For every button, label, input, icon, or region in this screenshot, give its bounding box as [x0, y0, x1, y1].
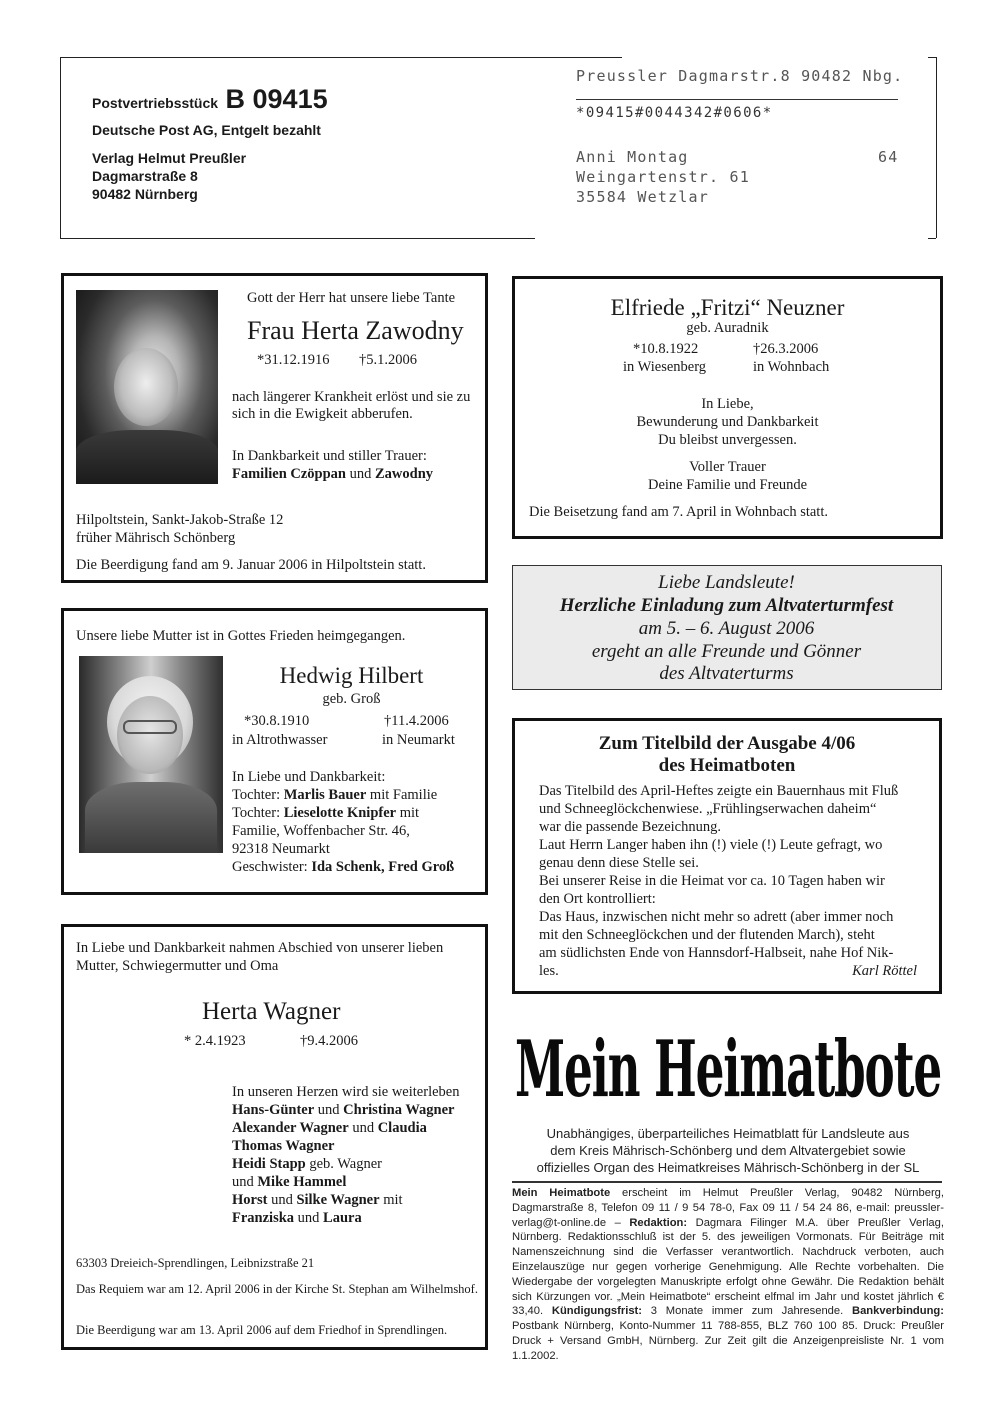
hilbert-daughter-1-label: Tochter: — [232, 787, 281, 803]
hilbert-died-place: in Neumarkt — [382, 732, 455, 748]
wagner-f5b: Mike Hammel — [257, 1174, 347, 1190]
neuzner-love-1: In Liebe, — [701, 396, 754, 412]
hilbert-daughter-2-line-2: Familie, Woffenbacher Str. 46, — [232, 823, 410, 839]
hilbert-daughter-2-rest: mit — [399, 805, 420, 821]
header-frame-br — [928, 238, 936, 239]
wagner-f4b: geb. Wagner — [309, 1156, 383, 1172]
neuzner-love-2: Bewunderung und Dankbarkeit — [636, 414, 819, 430]
obituary-hilbert — [61, 608, 488, 895]
impressum-text-4: Postbank Nürnberg, Konto-Nummer 11 788-855, BLZ 760 100 85. Druck: Preußler Druck + Versand GmbH, Nürnberg. Zur Zeit gilt die Anzeigenpreisliste Nr. 1 vom 1.1.2002. — [512, 1320, 944, 1362]
portrait-photo-hilbert — [79, 656, 223, 853]
zawodny-text: nach längerer Krankheit erlöst und sie zu sich in die Ewigkeit abberufen. — [232, 389, 471, 422]
wagner-f4a: Heidi Stapp — [232, 1156, 306, 1172]
hilbert-born: *30.8.1910 — [244, 713, 310, 729]
wagner-f2c: Claudia — [377, 1120, 427, 1136]
wagner-intro: In Liebe und Dankbarkeit nahmen Abschied von unserer lieben Mutter, Schwiegermutter und Oma — [76, 940, 444, 974]
hilbert-died: †11.4.2006 — [384, 713, 449, 729]
header-frame-top — [60, 57, 622, 58]
hilbert-daughter-1 — [232, 787, 437, 804]
barcode-line: *09415#0044342#0606* — [576, 105, 773, 121]
wagner-family-5 — [232, 1174, 346, 1191]
wagner-f7b: und — [297, 1210, 320, 1226]
portrait-face — [117, 696, 183, 774]
wagner-burial: Die Beerdigung war am 13. April 2006 auf dem Friedhof in Sprendlingen. — [76, 1323, 448, 1337]
titelbild-author: Karl Röttel — [852, 963, 917, 979]
zawodny-mourn: In Dankbarkeit und stiller Trauer: — [232, 448, 427, 464]
wagner-requiem: Das Requiem war am 12. April 2006 in der Kirche St. Stephan am Wilhelmshof. — [76, 1282, 478, 1296]
wagner-f5a: und — [232, 1174, 254, 1190]
titelbild-line-9: mit den Schneeglöckchen und der flutenden March), steht — [539, 927, 875, 943]
header-frame-tr — [928, 57, 936, 58]
hilbert-daughter-2-label: Tochter: — [232, 805, 281, 821]
invite-line-4: ergeht an alle Freunde und Gönner — [591, 641, 862, 662]
titelbild-title-2: des Heimatboten — [658, 755, 796, 776]
masthead — [512, 1012, 944, 1182]
wagner-f1b: und — [317, 1102, 340, 1118]
zawodny-name: Frau Herta Zawodny — [247, 316, 464, 345]
recipient-city: 35584 Wetzlar — [576, 188, 709, 206]
zawodny-died: †5.1.2006 — [359, 352, 417, 368]
hilbert-siblings-label: Geschwister: — [232, 859, 308, 875]
wagner-f2b: und — [352, 1120, 375, 1136]
portrait-photo-zawodny — [76, 290, 218, 484]
invitation-altvaterturmfest — [512, 565, 942, 690]
neuzner-geb: geb. Auradnik — [686, 320, 769, 336]
address-header — [60, 57, 944, 239]
portrait-clothing — [76, 430, 218, 484]
sender-line-3: 90482 Nürnberg — [92, 186, 198, 202]
invite-line-1: Liebe Landsleute! — [658, 572, 795, 593]
sender-line-2: Dagmarstraße 8 — [92, 168, 198, 184]
hilbert-daughter-2-name: Lieselotte Knipfer — [283, 805, 397, 821]
invite-line-2: Herzliche Einladung zum Altvaterturmfest — [559, 595, 894, 616]
titelbild-line-3: war die passende Bezeichnung. — [539, 819, 721, 835]
zawodny-families — [232, 466, 433, 483]
neuzner-died-place: in Wohnbach — [753, 359, 830, 375]
obituary-wagner — [61, 924, 488, 1350]
hilbert-name: Hedwig Hilbert — [279, 663, 424, 688]
neuzner-died: †26.3.2006 — [753, 341, 819, 357]
titelbild-line-6: Bei unserer Reise in die Heimat vor ca. 10 Tagen haben wir — [539, 873, 885, 889]
titelbild-line-10: am südlichsten Ende von Hannsdorf-Halbseit, nahe Hof Nik- — [539, 945, 894, 961]
header-frame-bottom — [60, 238, 535, 239]
masthead-sub-2: dem Kreis Mährisch-Schönberg und dem Altvatergebiet sowie — [550, 1143, 906, 1158]
masthead-logo — [512, 1012, 944, 1120]
postvertrieb-label: Postvertriebsstück — [92, 95, 219, 111]
titelbild-line-5: genau denn diese Stelle sei. — [539, 855, 699, 871]
portrait-face — [114, 348, 178, 426]
wagner-f2a: Alexander Wagner — [232, 1120, 349, 1136]
wagner-family-7 — [232, 1210, 362, 1227]
hilbert-daughter-1-name: Marlis Bauer — [283, 787, 367, 803]
postvertrieb-line — [92, 84, 328, 115]
wagner-family-2 — [232, 1120, 427, 1137]
zawodny-born: *31.12.1916 — [257, 352, 330, 368]
zawodny-family-and: und — [349, 466, 372, 482]
zawodny-family-b: Zawodny — [375, 466, 434, 482]
wagner-f6d: mit — [383, 1192, 403, 1208]
neuzner-born: *10.8.1922 — [633, 341, 699, 357]
wagner-family-6 — [232, 1192, 403, 1209]
titelbild-line-7: den Ort kontrolliert: — [539, 891, 656, 907]
impressum-text-2: Dagmara Filinger M.A. über Preußler Verlag, Nürnberg. Redaktionsschluß ist der 5. des jeweiligen Vormonats. Für Beiträge mit Namenszeichnung sind die Verfasser verantwortlich. Nachdruck verboten, auch Einzelauszüge nur gegen vorherige Genehmigung. Alle Rechte vorbehalten. Die Wiedergabe der vorgelegten Manuskripte erfolgt ohne Gewähr. Die Redaktion behält sich Kürzungen vor. „Mein Heimatbote“ erscheint elfmal im Jahr und kostet jährlich € 33,40. — [512, 1216, 944, 1318]
article-titelbild — [512, 718, 942, 994]
entgelt-text: Deutsche Post AG, Entgelt bezahlt — [92, 122, 321, 138]
wagner-f6a: Horst — [232, 1192, 268, 1208]
impressum-text-3: 3 Monate immer zum Jahresende. — [642, 1305, 852, 1318]
wagner-f1a: Hans-Günter — [232, 1102, 315, 1118]
neuzner-love-3: Du bleibst unvergessen. — [658, 432, 797, 448]
recipient-street: Weingartenstr. 61 — [576, 168, 750, 186]
hilbert-daughter-2-line-3: 92318 Neumarkt — [232, 841, 330, 857]
header-frame-right — [936, 57, 937, 238]
wagner-born: * 2.4.1923 — [184, 1033, 246, 1049]
header-frame-left — [60, 57, 61, 238]
invite-line-3: am 5. – 6. August 2006 — [638, 618, 815, 639]
return-address: Preussler Dagmarstr.8 90482 Nbg. — [576, 67, 904, 85]
zawodny-burial: Die Beerdigung fand am 9. Januar 2006 in Hilpoltstein statt. — [76, 557, 426, 573]
neuzner-mourn-1: Voller Trauer — [689, 459, 766, 475]
neuzner-name: Elfriede „Fritzi“ Neuzner — [610, 295, 845, 320]
hilbert-daughter-2 — [232, 805, 419, 822]
masthead-rule — [512, 1181, 942, 1183]
zawodny-intro: Gott der Herr hat unsere liebe Tante — [247, 290, 456, 306]
impressum-kuendigung-label: Kündigungsfrist: — [551, 1305, 642, 1318]
obituary-neuzner — [512, 276, 943, 539]
hilbert-siblings-names: Ida Schenk, Fred Groß — [311, 859, 455, 875]
hilbert-love: In Liebe und Dankbarkeit: — [232, 769, 386, 785]
wagner-family-4 — [232, 1156, 382, 1173]
zawodny-address-1: Hilpoltstein, Sankt-Jakob-Straße 12 — [76, 512, 284, 528]
invite-line-5: des Altvaterturms — [659, 663, 794, 684]
hilbert-intro: Unsere liebe Mutter ist in Gottes Frieden heimgegangen. — [76, 628, 406, 644]
masthead-sub-1: Unabhängiges, überparteiliches Heimatblatt für Landsleute aus — [546, 1126, 910, 1141]
recipient-number: 64 — [878, 148, 899, 166]
wagner-f3: Thomas Wagner — [232, 1138, 335, 1154]
wagner-name: Herta Wagner — [202, 998, 341, 1025]
portrait-clothing — [85, 782, 217, 853]
obituary-zawodny — [61, 273, 488, 583]
wagner-f7a: Franziska — [232, 1210, 295, 1226]
titelbild-line-4: Laut Herrn Langer haben ihn (!) viele (!) Leute gefragt, wo — [539, 837, 883, 853]
titelbild-title-1: Zum Titelbild der Ausgabe 4/06 — [598, 733, 856, 754]
masthead-sub-3: offizielles Organ des Heimatkreises Mährisch-Schönberg in der SL — [536, 1160, 920, 1175]
titelbild-line-11: les. — [539, 963, 559, 979]
wagner-f6b: und — [271, 1192, 293, 1208]
impressum-bank-label: Bankverbindung: — [852, 1305, 944, 1318]
neuzner-mourn-2: Deine Familie und Freunde — [647, 477, 808, 493]
portrait-glasses — [123, 720, 177, 734]
hilbert-born-place: in Altrothwasser — [232, 732, 328, 748]
hilbert-siblings — [232, 859, 454, 876]
wagner-f6c: Silke Wagner — [296, 1192, 380, 1208]
postvertrieb-code: B 09415 — [225, 84, 328, 114]
zawodny-address-2: früher Mährisch Schönberg — [76, 530, 236, 546]
hilbert-daughter-1-rest: mit Familie — [369, 787, 438, 803]
impressum-text-1: erscheint im Helmut Preußler Verlag, 90482 Nürnberg, Dagmarstraße 8, Telefon 09 11 / 9 54 78-0, Fax 09 11 / 54 24 86, e-mail: preussler-verlag@t-online.de – — [512, 1187, 944, 1229]
titelbild-line-8: Das Haus, inzwischen nicht mehr so adrett (aber immer noch — [539, 909, 894, 925]
return-rule — [576, 99, 898, 100]
wagner-family-1 — [232, 1102, 455, 1119]
wagner-f7c: Laura — [323, 1210, 362, 1226]
impressum-redaktion-label: Redaktion: — [629, 1216, 688, 1229]
impressum-title: Mein Heimatbote — [512, 1187, 611, 1199]
titelbild-line-1: Das Titelbild des April-Heftes zeigte ein Bauernhaus mit Fluß — [539, 783, 899, 799]
zawodny-family-a: Familien Czöppan — [232, 466, 346, 482]
wagner-family-3 — [232, 1138, 334, 1155]
wagner-died: †9.4.2006 — [300, 1033, 358, 1049]
wagner-heart: In unseren Herzen wird sie weiterleben — [232, 1084, 460, 1100]
masthead-logo-text: Mein Heimatbote — [515, 1024, 941, 1115]
impressum — [512, 1186, 944, 1364]
neuzner-born-place: in Wiesenberg — [623, 359, 707, 375]
wagner-address: 63303 Dreieich-Sprendlingen, Leibnizstraße 21 — [76, 1256, 315, 1270]
titelbild-line-2: und Schneeglöckchenwiese. „Frühlingserwachen daheim“ — [539, 801, 877, 817]
hilbert-geb: geb. Groß — [322, 691, 381, 707]
sender-line-1: Verlag Helmut Preußler — [92, 150, 247, 166]
wagner-f1c: Christina Wagner — [343, 1102, 455, 1118]
recipient-name: Anni Montag — [576, 148, 689, 166]
neuzner-burial: Die Beisetzung fand am 7. April in Wohnbach statt. — [529, 504, 828, 520]
